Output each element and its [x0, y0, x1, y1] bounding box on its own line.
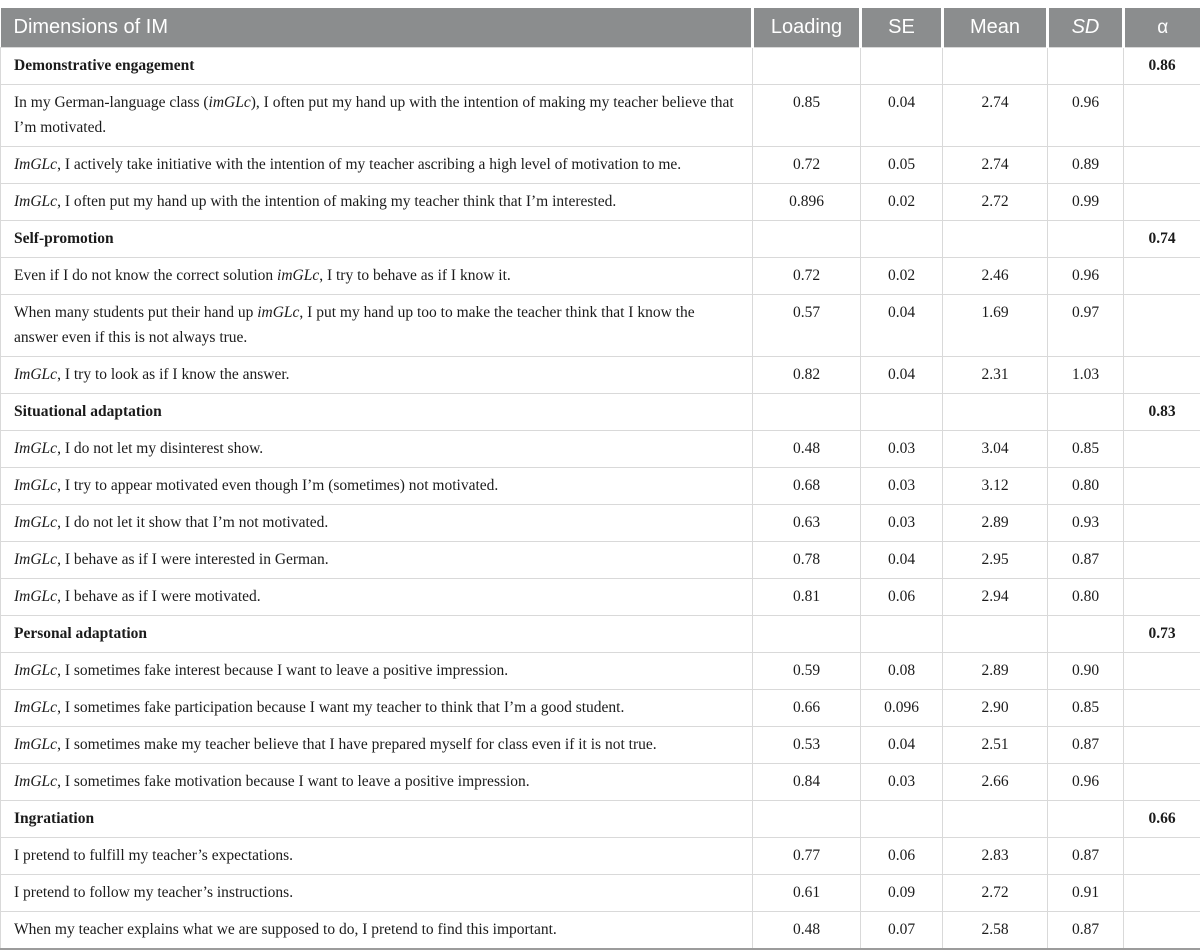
item-text-italic: ImGLc [14, 477, 57, 494]
alpha-empty-cell [1124, 184, 1200, 221]
se-cell [861, 221, 943, 258]
sd-cell: 0.93 [1048, 505, 1124, 542]
item-text: I pretend to fulfill my teacher’s expectations. [14, 847, 293, 864]
mean-cell: 2.89 [943, 653, 1048, 690]
item-text-cell [1, 505, 753, 542]
item-text-cell [1, 653, 753, 690]
sd-cell: 0.87 [1048, 838, 1124, 875]
sd-cell: 1.03 [1048, 357, 1124, 394]
item-text-italic: ImGLc [14, 551, 57, 568]
loading-cell: 0.84 [753, 764, 861, 801]
sd-cell [1048, 394, 1124, 431]
item-row [1, 85, 1200, 147]
item-text-italic: imGLc [257, 304, 299, 321]
item-row [1, 912, 1200, 950]
item-text: , I put my hand up too to make the teacher think that I know the answer even if this is not always true. [14, 304, 695, 346]
loading-cell: 0.63 [753, 505, 861, 542]
alpha-empty-cell [1124, 85, 1200, 147]
item-text-italic: ImGLc [14, 662, 57, 679]
item-text: , I try to behave as if I know it. [319, 267, 511, 284]
item-text-cell [1, 295, 753, 357]
se-cell: 0.03 [861, 468, 943, 505]
item-text-cell [1, 764, 753, 801]
item-text: , I do not let my disinterest show. [57, 440, 263, 457]
loading-cell: 0.77 [753, 838, 861, 875]
mean-cell: 2.72 [943, 875, 1048, 912]
header-sd: SD [1048, 8, 1124, 48]
loading-cell: 0.82 [753, 357, 861, 394]
mean-cell: 2.66 [943, 764, 1048, 801]
mean-cell [943, 801, 1048, 838]
item-row [1, 727, 1200, 764]
item-text-italic: ImGLc [14, 440, 57, 457]
sd-cell [1048, 801, 1124, 838]
mean-cell: 2.51 [943, 727, 1048, 764]
loading-cell: 0.48 [753, 912, 861, 950]
mean-cell: 2.72 [943, 184, 1048, 221]
section-row [1, 221, 1200, 258]
section-name-cell: Ingratiation [1, 801, 753, 838]
item-text: , I sometimes fake motivation because I want to leave a positive impression. [57, 773, 530, 790]
sd-cell: 0.85 [1048, 431, 1124, 468]
loading-cell: 0.85 [753, 85, 861, 147]
se-cell [861, 616, 943, 653]
item-text-italic: ImGLc [14, 156, 57, 173]
item-text: When my teacher explains what we are supposed to do, I pretend to find this important. [14, 921, 557, 938]
item-text-cell [1, 838, 753, 875]
section-row [1, 48, 1200, 85]
section-name-cell: Self-promotion [1, 221, 753, 258]
mean-cell: 2.74 [943, 85, 1048, 147]
item-text: , I sometimes fake interest because I want to leave a positive impression. [57, 662, 508, 679]
item-row [1, 431, 1200, 468]
loading-cell: 0.59 [753, 653, 861, 690]
se-cell: 0.06 [861, 579, 943, 616]
item-row [1, 184, 1200, 221]
alpha-empty-cell [1124, 505, 1200, 542]
item-text: , I behave as if I were motivated. [57, 588, 261, 605]
se-cell: 0.03 [861, 505, 943, 542]
header-row [1, 8, 1200, 48]
loading-cell: 0.68 [753, 468, 861, 505]
mean-cell: 2.95 [943, 542, 1048, 579]
sd-cell: 0.96 [1048, 85, 1124, 147]
sd-cell: 0.96 [1048, 764, 1124, 801]
se-cell: 0.05 [861, 147, 943, 184]
section-row [1, 616, 1200, 653]
item-text-italic: ImGLc [14, 514, 57, 531]
header-dimensions-of-im: Dimensions of IM [1, 8, 753, 48]
item-text-cell [1, 690, 753, 727]
alpha-empty-cell [1124, 542, 1200, 579]
item-row [1, 147, 1200, 184]
header-mean: Mean [943, 8, 1048, 48]
mean-cell: 1.69 [943, 295, 1048, 357]
alpha-cell: 0.83 [1124, 394, 1200, 431]
alpha-cell: 0.73 [1124, 616, 1200, 653]
item-text-cell [1, 147, 753, 184]
se-cell: 0.04 [861, 85, 943, 147]
item-row [1, 875, 1200, 912]
loading-cell: 0.53 [753, 727, 861, 764]
mean-cell: 2.74 [943, 147, 1048, 184]
loading-cell: 0.81 [753, 579, 861, 616]
alpha-empty-cell [1124, 468, 1200, 505]
alpha-cell: 0.66 [1124, 801, 1200, 838]
section-row [1, 801, 1200, 838]
section-row [1, 394, 1200, 431]
item-text-italic: ImGLc [14, 366, 57, 383]
item-text: , I sometimes make my teacher believe that I have prepared myself for class even if it is not true. [57, 736, 657, 753]
item-text-italic: ImGLc [14, 773, 57, 790]
sd-cell: 0.99 [1048, 184, 1124, 221]
alpha-empty-cell [1124, 912, 1200, 950]
item-text: In my German-language class ( [14, 94, 209, 111]
se-cell: 0.08 [861, 653, 943, 690]
se-cell: 0.02 [861, 184, 943, 221]
item-row [1, 653, 1200, 690]
item-text-cell [1, 258, 753, 295]
alpha-empty-cell [1124, 690, 1200, 727]
item-text: ), I often put my hand up with the intention of making my teacher believe that I’m motivated. [14, 94, 734, 136]
mean-cell [943, 48, 1048, 85]
se-cell [861, 801, 943, 838]
im-dimensions-table [0, 8, 1200, 950]
mean-cell [943, 221, 1048, 258]
table-body [1, 48, 1200, 950]
item-row [1, 838, 1200, 875]
loading-cell: 0.72 [753, 258, 861, 295]
item-row [1, 505, 1200, 542]
loading-cell: 0.66 [753, 690, 861, 727]
mean-cell: 2.46 [943, 258, 1048, 295]
item-text: Even if I do not know the correct solution [14, 267, 277, 284]
item-text-italic: ImGLc [14, 588, 57, 605]
item-text: , I behave as if I were interested in German. [57, 551, 329, 568]
loading-cell: 0.896 [753, 184, 861, 221]
item-text-italic: ImGLc [14, 736, 57, 753]
se-cell: 0.09 [861, 875, 943, 912]
section-name-cell: Demonstrative engagement [1, 48, 753, 85]
alpha-empty-cell [1124, 727, 1200, 764]
mean-cell: 2.90 [943, 690, 1048, 727]
alpha-cell: 0.86 [1124, 48, 1200, 85]
se-cell: 0.02 [861, 258, 943, 295]
loading-cell: 0.78 [753, 542, 861, 579]
alpha-cell: 0.74 [1124, 221, 1200, 258]
sd-cell: 0.85 [1048, 690, 1124, 727]
mean-cell [943, 616, 1048, 653]
alpha-empty-cell [1124, 875, 1200, 912]
loading-cell [753, 221, 861, 258]
item-text-cell [1, 542, 753, 579]
alpha-empty-cell [1124, 258, 1200, 295]
se-cell: 0.04 [861, 295, 943, 357]
item-text-italic: ImGLc [14, 699, 57, 716]
sd-cell [1048, 221, 1124, 258]
item-row [1, 579, 1200, 616]
sd-cell [1048, 616, 1124, 653]
item-row [1, 357, 1200, 394]
mean-cell: 2.83 [943, 838, 1048, 875]
se-cell [861, 48, 943, 85]
mean-cell: 3.04 [943, 431, 1048, 468]
sd-cell: 0.96 [1048, 258, 1124, 295]
loading-cell [753, 394, 861, 431]
item-text-italic: ImGLc [14, 193, 57, 210]
item-text-cell [1, 184, 753, 221]
loading-cell: 0.72 [753, 147, 861, 184]
loading-cell: 0.61 [753, 875, 861, 912]
sd-cell [1048, 48, 1124, 85]
item-text-italic: imGLc [209, 94, 251, 111]
sd-cell: 0.97 [1048, 295, 1124, 357]
item-text: I pretend to follow my teacher’s instructions. [14, 884, 293, 901]
alpha-empty-cell [1124, 295, 1200, 357]
sd-cell: 0.91 [1048, 875, 1124, 912]
alpha-empty-cell [1124, 357, 1200, 394]
section-name-cell: Situational adaptation [1, 394, 753, 431]
alpha-empty-cell [1124, 764, 1200, 801]
item-text: , I try to look as if I know the answer. [57, 366, 289, 383]
loading-cell [753, 616, 861, 653]
se-cell: 0.096 [861, 690, 943, 727]
item-row [1, 764, 1200, 801]
item-row [1, 295, 1200, 357]
se-cell: 0.06 [861, 838, 943, 875]
mean-cell: 2.89 [943, 505, 1048, 542]
mean-cell [943, 394, 1048, 431]
item-text-cell [1, 431, 753, 468]
item-text-cell [1, 357, 753, 394]
sd-cell: 0.80 [1048, 579, 1124, 616]
sd-cell: 0.87 [1048, 727, 1124, 764]
item-text-cell [1, 468, 753, 505]
item-row [1, 542, 1200, 579]
item-text: , I try to appear motivated even though I’m (sometimes) not motivated. [57, 477, 498, 494]
mean-cell: 3.12 [943, 468, 1048, 505]
item-row [1, 468, 1200, 505]
item-text-italic: imGLc [277, 267, 319, 284]
header-se: SE [861, 8, 943, 48]
item-row [1, 258, 1200, 295]
item-row [1, 690, 1200, 727]
alpha-empty-cell [1124, 653, 1200, 690]
se-cell: 0.04 [861, 357, 943, 394]
header-alpha: α [1124, 8, 1200, 48]
item-text-cell [1, 727, 753, 764]
sd-cell: 0.87 [1048, 912, 1124, 950]
loading-cell: 0.57 [753, 295, 861, 357]
se-cell [861, 394, 943, 431]
alpha-empty-cell [1124, 579, 1200, 616]
item-text: When many students put their hand up [14, 304, 257, 321]
item-text: , I do not let it show that I’m not motivated. [57, 514, 328, 531]
se-cell: 0.04 [861, 542, 943, 579]
item-text: , I sometimes fake participation because I want my teacher to think that I’m a good student. [57, 699, 624, 716]
sd-cell: 0.90 [1048, 653, 1124, 690]
item-text: , I actively take initiative with the intention of my teacher ascribing a high level of motivation to me. [57, 156, 681, 173]
item-text-cell [1, 579, 753, 616]
mean-cell: 2.94 [943, 579, 1048, 616]
section-name-cell: Personal adaptation [1, 616, 753, 653]
se-cell: 0.07 [861, 912, 943, 950]
loading-cell [753, 801, 861, 838]
alpha-empty-cell [1124, 431, 1200, 468]
mean-cell: 2.31 [943, 357, 1048, 394]
mean-cell: 2.58 [943, 912, 1048, 950]
loading-cell [753, 48, 861, 85]
sd-cell: 0.89 [1048, 147, 1124, 184]
item-text-cell [1, 875, 753, 912]
se-cell: 0.04 [861, 727, 943, 764]
sd-cell: 0.80 [1048, 468, 1124, 505]
item-text-cell [1, 912, 753, 950]
alpha-empty-cell [1124, 147, 1200, 184]
item-text-cell [1, 85, 753, 147]
alpha-empty-cell [1124, 838, 1200, 875]
sd-cell: 0.87 [1048, 542, 1124, 579]
se-cell: 0.03 [861, 431, 943, 468]
loading-cell: 0.48 [753, 431, 861, 468]
header-loading: Loading [753, 8, 861, 48]
table-header [1, 8, 1200, 48]
se-cell: 0.03 [861, 764, 943, 801]
item-text: , I often put my hand up with the intention of making my teacher think that I’m interested. [57, 193, 616, 210]
